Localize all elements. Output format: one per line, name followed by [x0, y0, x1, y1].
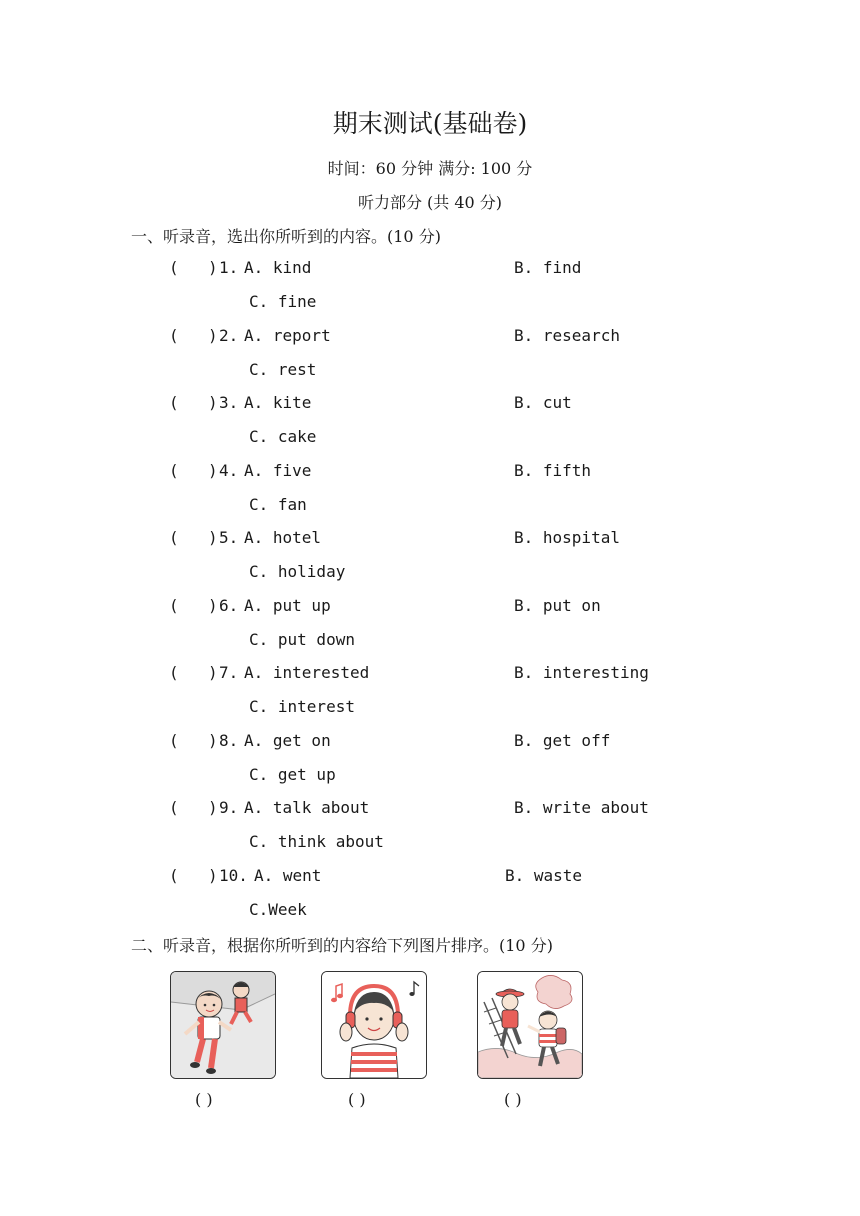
option-c: C. rest: [249, 360, 317, 379]
option-a: A. talk about: [244, 798, 370, 817]
answer-paren-open: (: [169, 866, 179, 885]
question-number: 6.: [219, 596, 239, 615]
question-row: [0, 731, 860, 799]
answer-paren-open: (: [169, 326, 179, 345]
option-c: C. put down: [249, 630, 355, 649]
option-b: B. find: [514, 258, 582, 277]
option-b: B. put on: [514, 596, 601, 615]
option-a: A. five: [244, 461, 312, 480]
answer-paren-close: ): [208, 596, 218, 615]
question-row: [0, 326, 860, 394]
answer-paren-open: (: [169, 258, 179, 277]
option-a: A. put up: [244, 596, 331, 615]
option-b: B. hospital: [514, 528, 620, 547]
answer-paren-open: (: [169, 596, 179, 615]
question-number: 9.: [219, 798, 239, 817]
option-a: A. report: [244, 326, 331, 345]
option-b: B. cut: [514, 393, 572, 412]
option-b: B. write about: [514, 798, 649, 817]
running-boys-illustration: [170, 971, 276, 1079]
answer-paren-open: (: [169, 663, 179, 682]
answer-paren-close: ): [208, 528, 218, 547]
section1-heading: 一、听录音，选出你所听到的内容。(10 分): [131, 227, 441, 246]
answer-paren-close: ): [208, 326, 218, 345]
question-row: [0, 258, 860, 326]
answer-paren-open: (: [169, 798, 179, 817]
answer-paren-close: ): [208, 663, 218, 682]
question-number: 2.: [219, 326, 239, 345]
option-a: A. kite: [244, 393, 312, 412]
answer-paren-close: ): [208, 258, 218, 277]
question-row: [0, 663, 860, 731]
option-c: C. holiday: [249, 562, 346, 581]
question-row: [0, 393, 860, 461]
question-row: [0, 798, 860, 866]
option-a: A. interested: [244, 663, 370, 682]
option-a: A. get on: [244, 731, 331, 750]
answer-paren-close: ): [208, 798, 218, 817]
option-c: C. think about: [249, 832, 384, 851]
question-number: 1.: [219, 258, 239, 277]
option-b: B. fifth: [514, 461, 592, 480]
answer-blank-2[interactable]: ( ): [348, 1090, 366, 1109]
answer-paren-open: (: [169, 393, 179, 412]
question-number: 4.: [219, 461, 239, 480]
option-b: B. get off: [514, 731, 611, 750]
answer-blank-3[interactable]: ( ): [504, 1090, 522, 1109]
answer-paren-open: (: [169, 461, 179, 480]
answer-paren-close: ): [208, 461, 218, 480]
option-b: B. research: [514, 326, 620, 345]
option-a: A. hotel: [244, 528, 322, 547]
answer-paren-close: ): [208, 866, 218, 885]
option-c: C. fine: [249, 292, 317, 311]
option-c: C.Week: [249, 900, 307, 919]
question-row: [0, 866, 860, 934]
option-c: C. get up: [249, 765, 336, 784]
option-c: C. cake: [249, 427, 317, 446]
question-number: 7.: [219, 663, 239, 682]
section2-heading: 二、听录音，根据你所听到的内容给下列图片排序。(10 分): [131, 936, 553, 955]
question-number: 8.: [219, 731, 239, 750]
question-number: 3.: [219, 393, 239, 412]
answer-paren-open: (: [169, 528, 179, 547]
question-number: 5.: [219, 528, 239, 547]
question-number: 10.: [219, 866, 248, 885]
answer-paren-open: (: [169, 731, 179, 750]
option-b: B. interesting: [514, 663, 649, 682]
answer-blank-1[interactable]: ( ): [195, 1090, 213, 1109]
option-a: A. kind: [244, 258, 312, 277]
option-a: A. went: [254, 866, 322, 885]
question-row: [0, 596, 860, 664]
answer-paren-close: ): [208, 393, 218, 412]
option-c: C. interest: [249, 697, 355, 716]
option-c: C. fan: [249, 495, 307, 514]
answer-paren-close: ): [208, 731, 218, 750]
page-title: 期末测试(基础卷): [332, 109, 528, 138]
exam-info: 时间：60 分钟 满分: 100 分: [327, 159, 533, 178]
part-heading: 听力部分 (共 40 分): [357, 193, 503, 212]
question-row: [0, 528, 860, 596]
children-climbing-illustration: [477, 971, 583, 1079]
boy-headphones-illustration: [321, 971, 427, 1079]
option-b: B. waste: [505, 866, 583, 885]
question-row: [0, 461, 860, 529]
